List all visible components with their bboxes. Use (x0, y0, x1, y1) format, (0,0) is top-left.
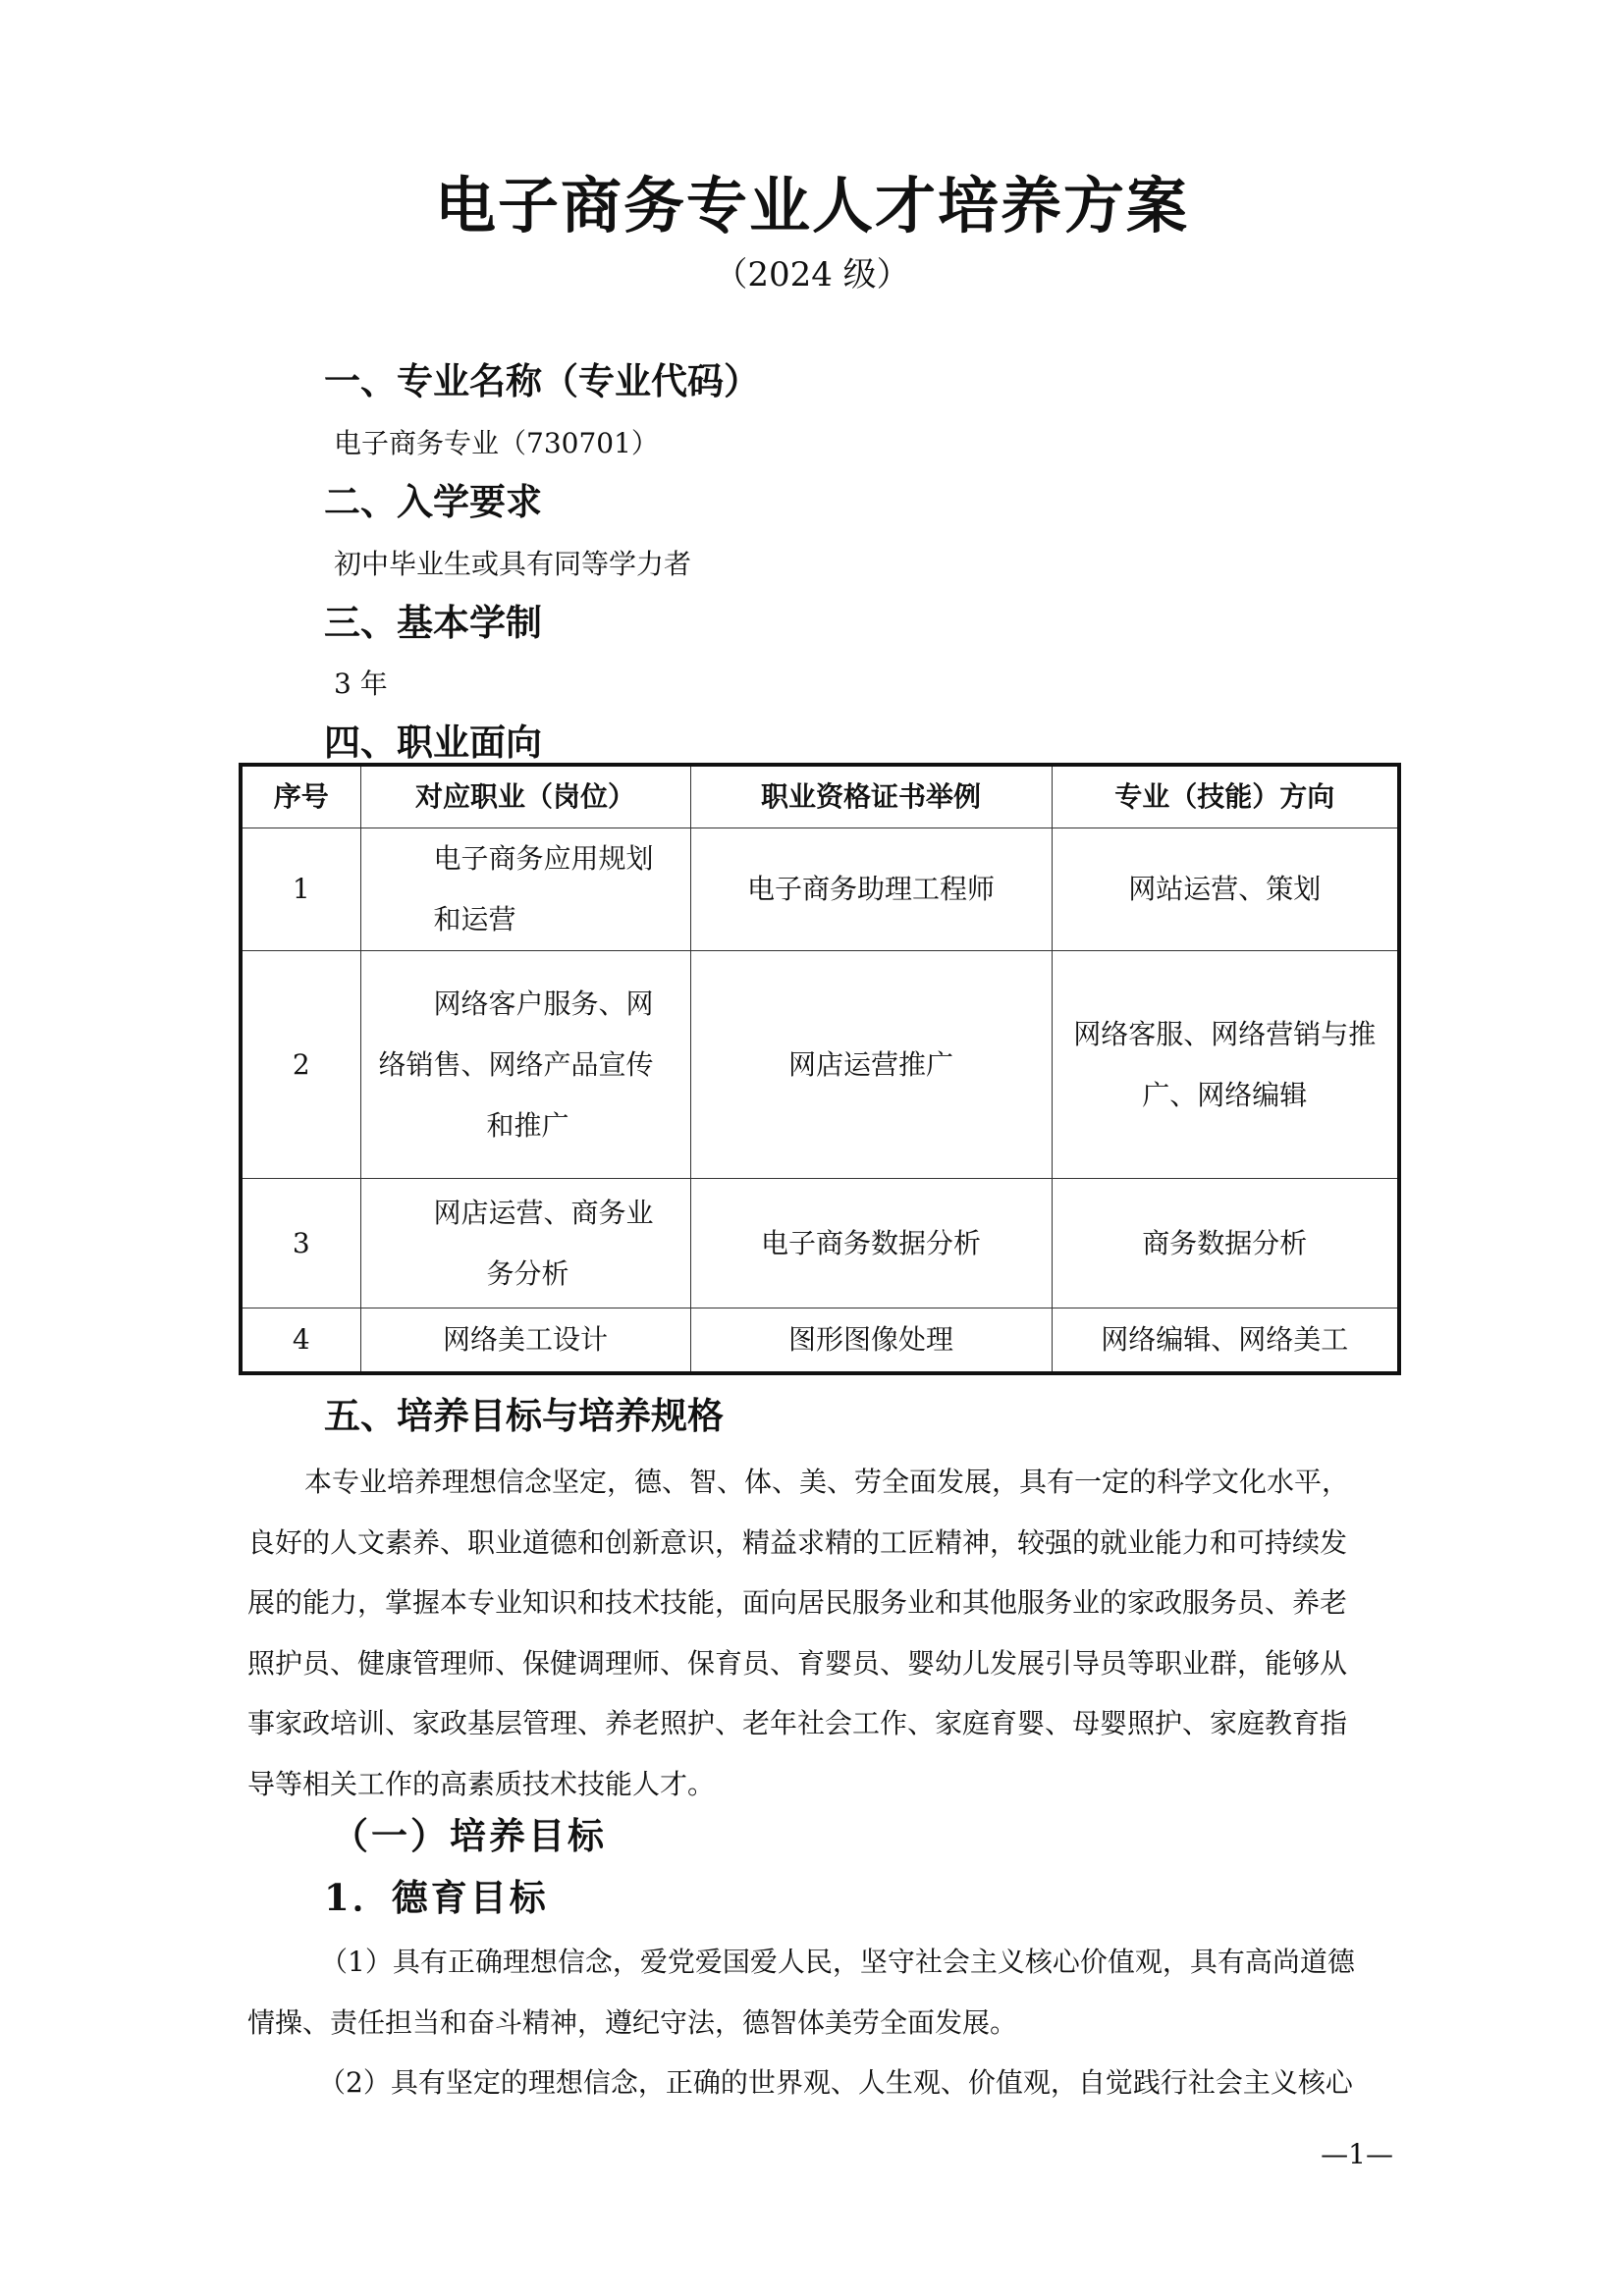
duration-text: 3 年 (334, 667, 388, 700)
paragraph-line: 展的能力，掌握本专业知识和技术技能，面向居民服务业和其他服务业的家政服务员、养老 (247, 1586, 1348, 1619)
paragraph-line: 导等相关工作的高素质技术技能人才。 (247, 1767, 716, 1800)
cell-cert: 图形图像处理 (690, 1308, 1052, 1373)
cell-cert: 电子商务助理工程师 (690, 828, 1052, 951)
major-name-text: 电子商务专业（730701） (334, 427, 659, 459)
cell-direction: 商务数据分析 (1052, 1179, 1399, 1308)
table-row (241, 1179, 1399, 1308)
admission-text: 初中毕业生或具有同等学力者 (334, 548, 692, 580)
header-direction: 专业（技能）方向 (1052, 765, 1399, 828)
section-heading-objectives: 五、培养目标与培养规格 (324, 1395, 724, 1437)
section-heading-career: 四、职业面向 (324, 721, 542, 764)
cell-direction: 网络编辑、网络美工 (1052, 1308, 1399, 1373)
cell-job-line: 和运营 (433, 903, 516, 935)
cell-job-line: 网络客户服务、网 (433, 987, 654, 1020)
cell-job (360, 1179, 690, 1308)
cell-job-line: 电子商务应用规划 (433, 842, 654, 875)
cell-no: 2 (241, 951, 360, 1179)
cell-no: 3 (241, 1179, 360, 1308)
cell-job (360, 828, 690, 951)
paragraph-line: 良好的人文素养、职业道德和创新意识，精益求精的工匠精神，较强的就业能力和可持续发 (247, 1525, 1348, 1559)
item-1-paragraph (247, 1932, 1386, 2053)
page-number: —1— (1321, 2138, 1393, 2170)
header-no: 序号 (241, 765, 360, 828)
table-row (241, 951, 1399, 1179)
item-2-paragraph: （2）具有坚定的理想信念，正确的世界观、人生观、价值观，自觉践行社会主义核心 (318, 2066, 1353, 2099)
cell-no: 1 (241, 828, 360, 951)
subheading-training-objectives: （一）培养目标 (332, 1815, 607, 1857)
objective-paragraph (247, 1452, 1386, 1814)
subheading-moral-objectives: 1．德育目标 (324, 1876, 549, 1919)
cell-job (360, 951, 690, 1179)
section-heading-admission: 二、入学要求 (324, 481, 542, 523)
paragraph-line: 情操、责任担当和奋斗精神，遵纪守法，德智体美劳全面发展。 (247, 2005, 1018, 2039)
cell-job-line: 务分析 (486, 1256, 569, 1290)
paragraph-line: 事家政培训、家政基层管理、养老照护、老年社会工作、家庭育婴、母婴照护、家庭教育指 (247, 1707, 1348, 1739)
cell-job-line: 和推广 (486, 1108, 569, 1142)
cell-direction: 网站运营、策划 (1052, 828, 1399, 951)
header-job: 对应职业（岗位） (360, 765, 690, 828)
table-header-row (241, 765, 1399, 828)
paragraph-line: 照护员、健康管理师、保健调理师、保育员、育婴员、婴幼儿发展引导员等职业群，能够从 (247, 1646, 1348, 1680)
section-heading-duration: 三、基本学制 (324, 602, 542, 644)
cell-direction-line: 广、网络编辑 (1142, 1078, 1308, 1111)
cell-job-line: 网店运营、商务业 (433, 1196, 654, 1229)
cell-direction-line: 网络客服、网络营销与推 (1073, 1017, 1377, 1050)
cell-cert: 电子商务数据分析 (690, 1179, 1052, 1308)
cell-cert: 网店运营推广 (690, 951, 1052, 1179)
document-title: 电子商务专业人才培养方案 (434, 170, 1189, 241)
paragraph-line: （1）具有正确理想信念，爱党爱国爱人民，坚守社会主义核心价值观，具有高尚道德 (320, 1946, 1355, 1978)
section-heading-major-name: 一、专业名称（专业代码） (324, 360, 760, 402)
table-row (241, 1308, 1399, 1373)
cell-job-line: 络销售、网络产品宣传 (378, 1047, 654, 1081)
cell-direction (1052, 951, 1399, 1179)
paragraph-line: 本专业培养理想信念坚定，德、智、体、美、劳全面发展，具有一定的科学文化水平， (304, 1466, 1350, 1498)
cell-job: 网络美工设计 (360, 1308, 690, 1373)
header-cert: 职业资格证书举例 (690, 765, 1052, 828)
career-table (239, 763, 1401, 1375)
cell-no: 4 (241, 1308, 360, 1373)
table-row (241, 828, 1399, 951)
document-subtitle: （2024 级） (714, 255, 910, 294)
